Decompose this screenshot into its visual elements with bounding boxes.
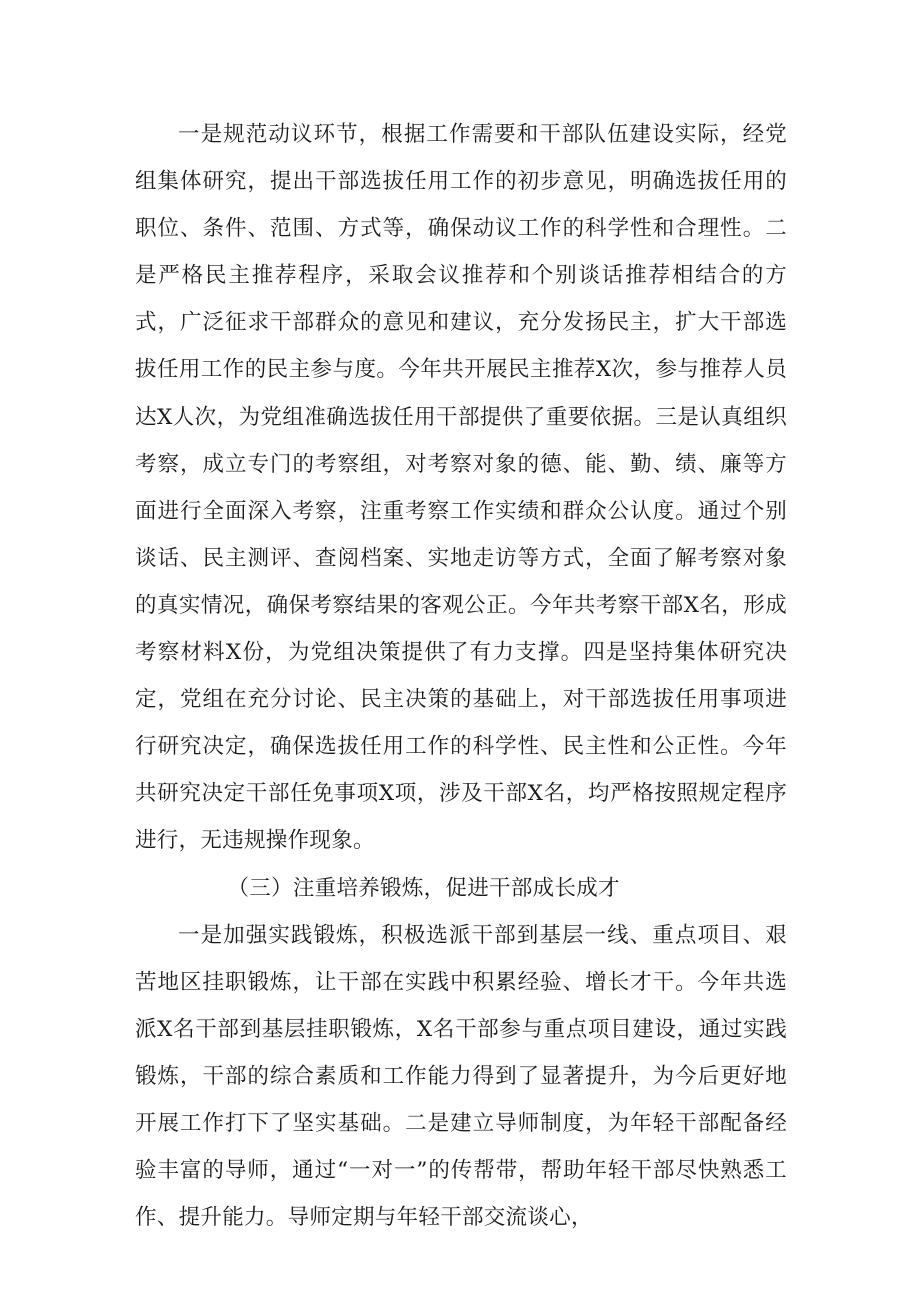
document-body: [135, 111, 787, 1241]
paragraph-cadre-selection-procedure: 一是规范动议环节，根据工作需要和干部队伍建设实际，经党组集体研究，提出干部选拔任用工作的初步意见，明确选拔任用的职位、条件、范围、方式等，确保动议工作的科学性和合理性。二是严格民主推荐程序，采取会议推荐和个别谈话推荐相结合的方式，广泛征求干部群众的意见和建议，充分发扬民主，扩大干部选拔任用工作的民主参与度。今年共开展民主推荐X次，参与推荐人员达X人次，为党组准确选拔任用干部提供了重要依据。三是认真组织考察，成立专门的考察组，对考察对象的德、能、勤、绩、廉等方面进行全面深入考察，注重考察工作实绩和群众公认度。通过个别谈话、民主测评、查阅档案、实地走访等方式，全面了解考察对象的真实情况，确保考察结果的客观公正。今年共考察干部X名，形成考察材料X份，为党组决策提供了有力支撑。四是坚持集体研究决定，党组在充分讨论、民主决策的基础上，对干部选拔任用事项进行研究决定，确保选拔任用工作的科学性、民主性和公正性。今年共研究决定干部任免事项X项，涉及干部X名，均严格按照规定程序进行，无违规操作现象。: [135, 122, 787, 854]
section-heading-training: （三）注重培养锻炼，促进干部成长成才: [227, 875, 620, 901]
paragraph-practice-training: 一是加强实践锻炼，积极选派干部到基层一线、重点项目、艰苦地区挂职锻炼，让干部在实践中积累经验、增长才干。今年共选派X名干部到基层挂职锻炼，X名干部参与重点项目建设，通过实践锻炼，干部的综合素质和工作能力得到了显著提升，为今后更好地开展工作打下了坚实基础。二是建立导师制度，为年轻干部配备经验丰富的导师，通过“一对一”的传帮带，帮助年轻干部尽快熟悉工作、提升能力。导师定期与年轻干部交流谈心，: [135, 922, 787, 1231]
